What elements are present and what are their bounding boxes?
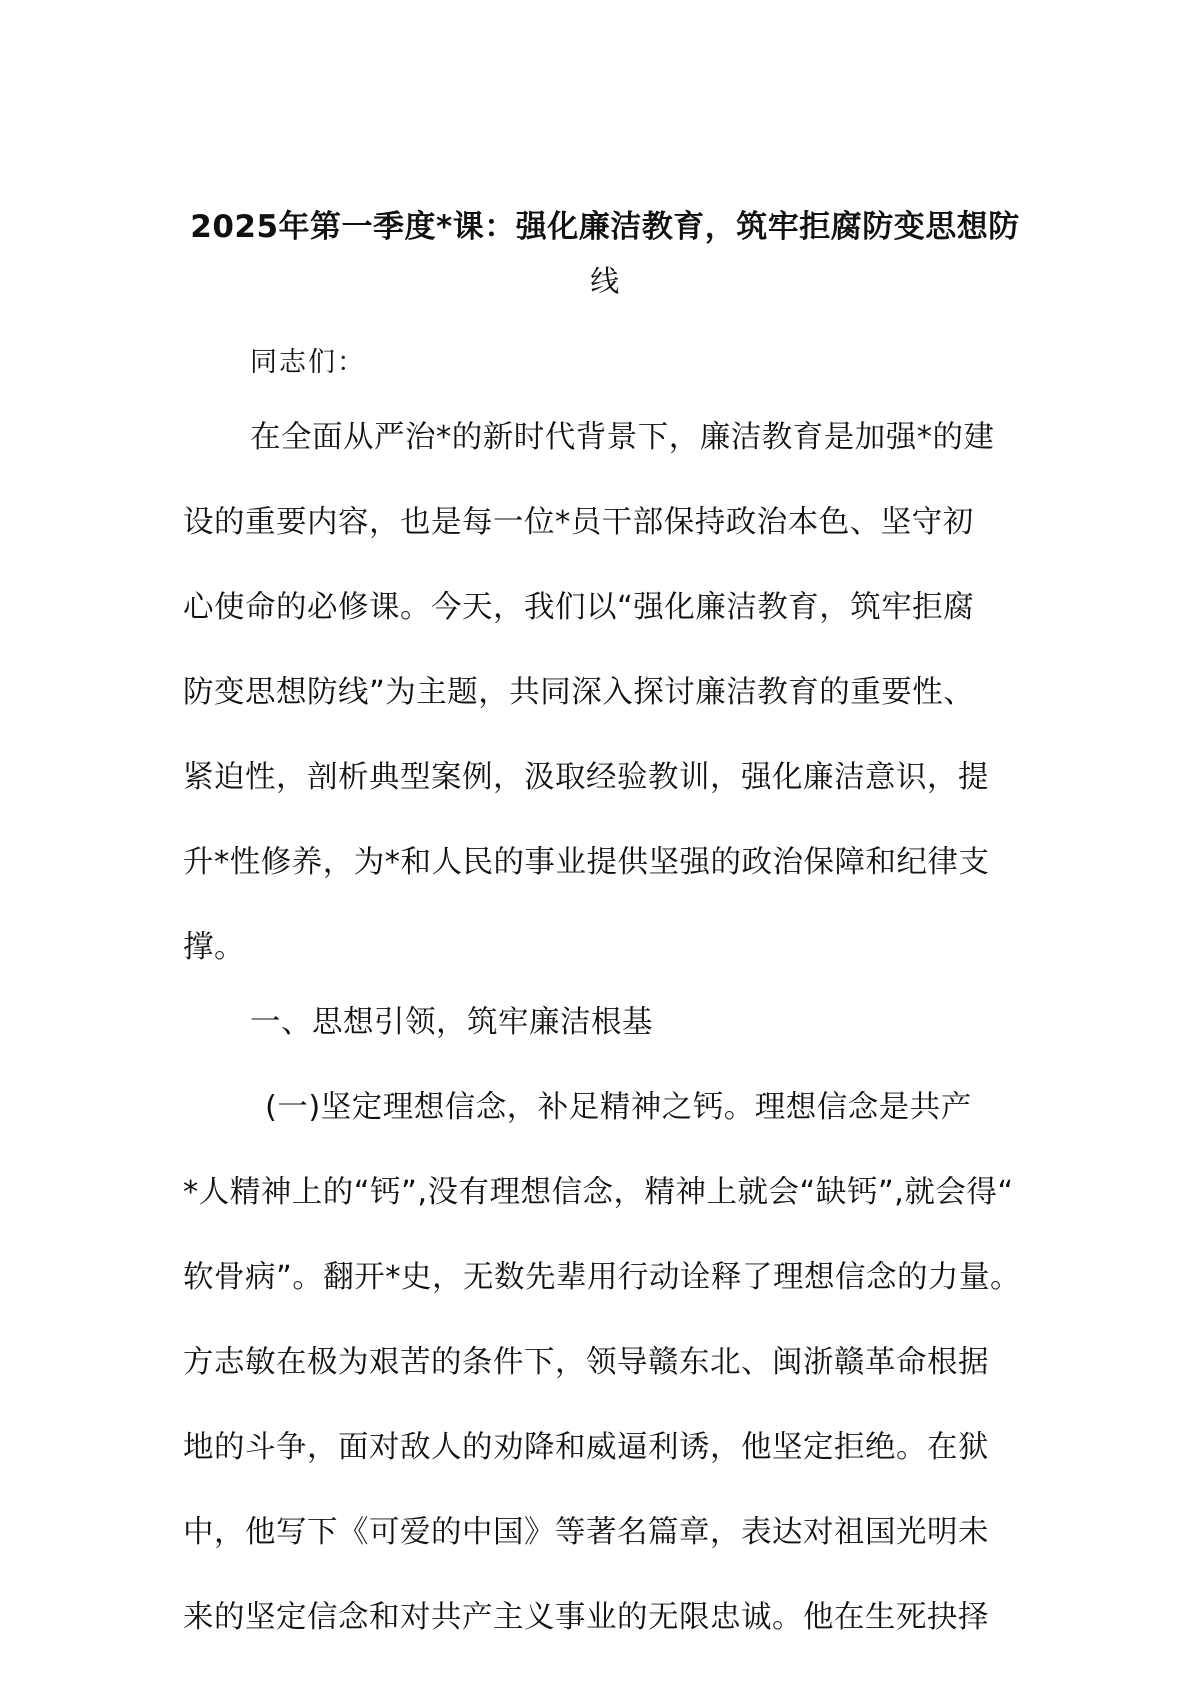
paragraph-section-1 — [183, 1065, 1033, 1660]
paragraph-line: 防变思想防线”为主题，共同深入探讨廉洁教育的重要性、 — [183, 675, 975, 710]
paragraph-line: 升*性修养，为*和人民的事业提供坚强的政治保障和纪律支 — [183, 845, 990, 880]
paragraph-line: 心使命的必修课。今天，我们以“强化廉洁教育，筑牢拒腐 — [183, 590, 975, 625]
section-heading-text: 一、思想引领，筑牢廉洁根基 — [250, 1005, 653, 1040]
paragraph-intro — [183, 395, 1033, 990]
paragraph-line: 紧迫性，剖析典型案例，汲取经验教训，强化廉洁意识，提 — [183, 760, 989, 795]
paragraph-line: *人精神上的“钙”,没有理想信念，精神上就会“缺钙”,就会得“ — [183, 1175, 1014, 1210]
paragraph-line: 地的斗争，面对敌人的劝降和威逼利诱，他坚定拒绝。在狱 — [183, 1430, 989, 1465]
paragraph-line: 方志敏在极为艰苦的条件下，领导赣东北、闽浙赣革命根据 — [183, 1345, 989, 1380]
document-title — [180, 200, 1030, 308]
paragraph-line: 软骨病”。翻开*史，无数先辈用行动诠释了理想信念的力量。 — [183, 1260, 1022, 1295]
salutation: 同志们： — [250, 347, 366, 378]
paragraph-line: 撑。 — [183, 930, 245, 965]
paragraph-line: 来的坚定信念和对共产主义事业的无限忠诚。他在生死抉择 — [183, 1600, 989, 1635]
paragraph-line: 设的重要内容，也是每一位*员干部保持政治本色、坚守初 — [183, 505, 974, 540]
section-heading — [183, 980, 1033, 1065]
title-line-1: 2025年第一季度*课：强化廉洁教育，筑牢拒腐防变思想防 — [190, 209, 1020, 245]
paragraph-line: 中，他写下《可爱的中国》等著名篇章，表达对祖国光明未 — [183, 1515, 989, 1550]
paragraph-line: (一)坚定理想信念，补足精神之钙。理想信念是共产 — [265, 1090, 972, 1125]
title-line-2: 线 — [590, 264, 620, 298]
paragraph-line: 在全面从严治*的新时代背景下，廉洁教育是加强*的建 — [250, 420, 995, 455]
